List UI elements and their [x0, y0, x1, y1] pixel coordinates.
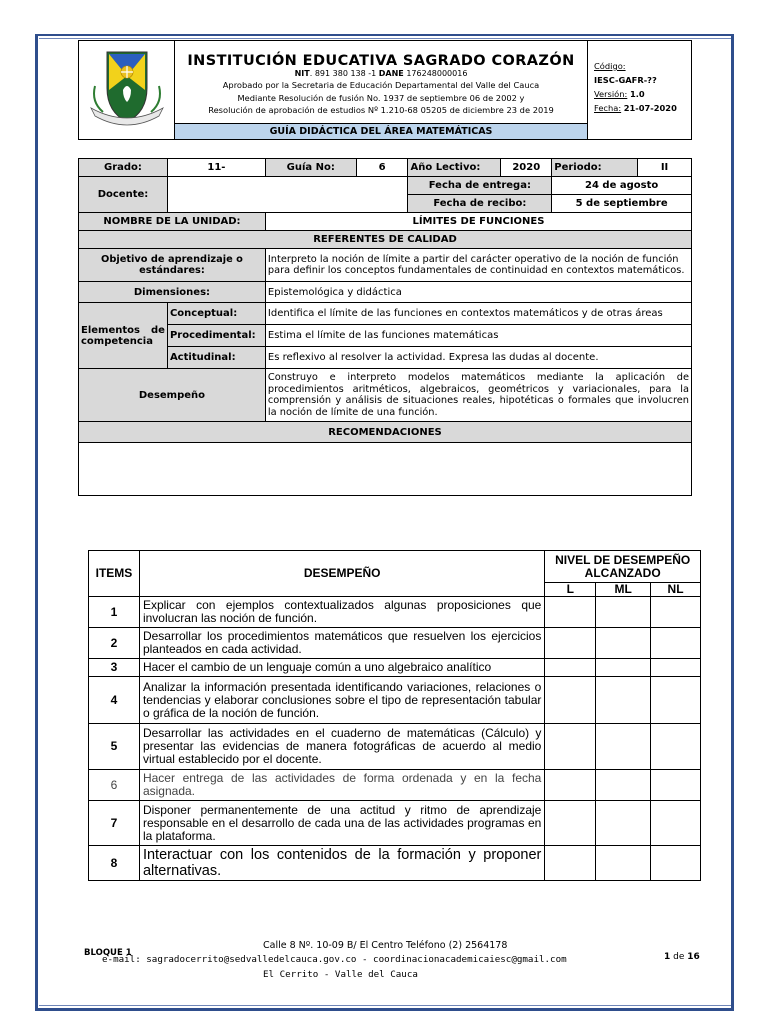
level-nl-header: NL — [651, 583, 701, 597]
ano-label: Año Lectivo: — [408, 159, 501, 177]
item-description: Analizar la información presentada identificando variaciones, relaciones o tendencias y elaborar conclusiones sobre el tipo de representación tabular o gráfica de la noción de función. — [139, 677, 544, 724]
level-l-cell — [545, 628, 596, 659]
level-ml-cell — [596, 770, 651, 801]
recibo-value: 5 de septiembre — [552, 195, 692, 213]
table-row — [89, 846, 701, 881]
table-row — [89, 659, 701, 677]
guia-label: Guía No: — [265, 159, 356, 177]
item-description: Desarrollar las actividades en el cuaderno de matemáticas (Cálculo) y presentar las evidencias de manera fotográficas de acuerdo al medio virtual establecido por el docente. — [139, 724, 544, 770]
level-l-cell — [545, 724, 596, 770]
docente-label: Docente: — [79, 177, 168, 213]
footer-email: e-mail: sagradocerrito@sedvalledelcauca.gov.co - coordinacionacademicaiesc@gmail.com — [102, 954, 567, 965]
page-of: de — [673, 952, 685, 962]
entrega-value: 24 de agosto — [552, 177, 692, 195]
level-l-cell — [545, 801, 596, 846]
document-header — [78, 40, 692, 140]
table-row — [89, 801, 701, 846]
procedimental-value: Estima el límite de las funciones matemáticas — [265, 325, 691, 347]
version-value: 1.0 — [629, 89, 645, 99]
recibo-label: Fecha de recibo: — [408, 195, 552, 213]
dane-value: 176248000016 — [406, 69, 468, 79]
actitudinal-label: Actitudinal: — [167, 347, 265, 369]
item-number: 6 — [89, 770, 140, 801]
periodo-value: II — [638, 159, 692, 177]
item-number: 4 — [89, 677, 140, 724]
grado-label: Grado: — [79, 159, 168, 177]
unidad-label: NOMBRE DE LA UNIDAD: — [79, 213, 266, 231]
page-current: 1 — [664, 952, 671, 962]
dane-label: DANE — [378, 69, 404, 79]
grado-value: 11- — [167, 159, 265, 177]
item-number: 8 — [89, 846, 140, 881]
dimensiones-value: Epistemológica y didáctica — [265, 282, 691, 303]
item-description: Hacer entrega de las actividades de forma ordenada y en la fecha asignada. — [139, 770, 544, 801]
objetivo-value: Interpreto la noción de límite a partir del carácter operativo de la noción de función para definir los conceptos fundamentales de continuidad en contextos matemáticos. — [265, 249, 691, 282]
header-center — [175, 41, 588, 124]
item-number: 3 — [89, 659, 140, 677]
nit-label: NIT — [294, 69, 310, 79]
approval-line-3: Resolución de aprobación de estudios Nº 1.210-68 05205 de diciembre 23 de 2019 — [208, 105, 554, 116]
item-number: 5 — [89, 724, 140, 770]
level-nl-cell — [651, 597, 701, 628]
ano-value: 2020 — [501, 159, 552, 177]
school-crest-logo — [87, 46, 167, 130]
desempeno-label: Desempeño — [79, 369, 266, 422]
nit-line — [175, 69, 587, 79]
docente-value — [167, 177, 408, 213]
actitudinal-value: Es reflexivo al resolver la actividad. Expresa las dudas al docente. — [265, 347, 691, 369]
table-row — [89, 770, 701, 801]
fecha-value: 21-07-2020 — [623, 103, 677, 113]
page-total: 16 — [687, 952, 700, 962]
conceptual-label: Conceptual: — [167, 303, 265, 325]
item-description: Hacer el cambio de un lenguaje común a uno algebraico analítico — [139, 659, 544, 677]
fecha-line — [594, 101, 691, 115]
item-number: 2 — [89, 628, 140, 659]
conceptual-value: Identifica el límite de las funciones en contextos matemáticos y de otras áreas — [265, 303, 691, 325]
level-l-header: L — [545, 583, 596, 597]
table-row — [89, 597, 701, 628]
version-label: Versión: — [594, 89, 628, 99]
recomendaciones-body — [79, 443, 692, 496]
item-description: Explicar con ejemplos contextualizados algunas proposiciones que involucran las noción de función. — [139, 597, 544, 628]
level-nl-cell — [651, 801, 701, 846]
level-l-cell — [545, 597, 596, 628]
desempeno-value: Construyo e interpreto modelos matemáticos mediante la aplicación de procedimientos aritméticos, algebraicos, geométricos y variacionales, para la comprensión y análisis de situaciones reales, hipotéticas o formales que involucren la noción de límite de una función. — [265, 369, 691, 422]
approval-line-2: Mediante Resolución de fusión No. 1937 de septiembre 06 de 2002 y — [237, 92, 525, 103]
desempeno-header: DESEMPEÑO — [139, 551, 544, 597]
guide-info-table — [78, 158, 692, 496]
footer-city: El Cerrito - Valle del Cauca — [263, 969, 418, 980]
dimensiones-label: Dimensiones: — [79, 282, 266, 303]
table-row — [89, 628, 701, 659]
items-evaluation-table — [88, 550, 701, 881]
approval-line-1: Aprobado por la Secretaria de Educación Departamental del Valle del Cauca — [222, 80, 540, 91]
level-nl-cell — [651, 724, 701, 770]
nivel-header: NIVEL DE DESEMPEÑO ALCANZADO — [545, 551, 701, 583]
procedimental-label: Procedimental: — [167, 325, 265, 347]
page-indicator — [664, 952, 700, 962]
referentes-heading: REFERENTES DE CALIDAD — [79, 231, 692, 249]
level-l-cell — [545, 659, 596, 677]
item-description: Disponer permanentemente de una actitud y ritmo de aprendizaje responsable en el desarrollo de cada una de las actividades programas en la plataforma. — [139, 801, 544, 846]
level-ml-cell — [596, 597, 651, 628]
nit-value: . 891 380 138 -1 — [309, 69, 377, 79]
level-l-cell — [545, 677, 596, 724]
guia-value: 6 — [356, 159, 408, 177]
institution-title: INSTITUCIÓN EDUCATIVA SAGRADO CORAZÓN — [187, 53, 575, 70]
level-ml-cell — [596, 724, 651, 770]
version-line — [594, 87, 691, 101]
level-nl-cell — [651, 628, 701, 659]
unidad-value: LÍMITES DE FUNCIONES — [265, 213, 691, 231]
level-l-cell — [545, 770, 596, 801]
level-ml-cell — [596, 628, 651, 659]
footer-bloque: BLOQUE 1 — [84, 948, 132, 958]
item-description: Interactuar con los contenidos de la formación y proponer alternativas. — [139, 846, 544, 881]
level-l-cell — [545, 846, 596, 881]
elementos-label: Elementos de competencia — [79, 303, 168, 369]
logo-cell — [79, 41, 175, 140]
level-ml-cell — [596, 846, 651, 881]
periodo-label: Periodo: — [552, 159, 638, 177]
item-description: Desarrollar los procedimientos matemáticos que resuelven los ejercicios planteados en cada actividad. — [139, 628, 544, 659]
level-ml-cell — [596, 677, 651, 724]
level-ml-header: ML — [596, 583, 651, 597]
item-number: 7 — [89, 801, 140, 846]
table-row — [89, 677, 701, 724]
fecha-label: Fecha: — [594, 103, 622, 113]
entrega-label: Fecha de entrega: — [408, 177, 552, 195]
items-header: ITEMS — [89, 551, 140, 597]
document-code-cell — [588, 41, 692, 140]
guide-title-band: GUÍA DIDÁCTICA DEL ÁREA MATEMÁTICAS — [175, 123, 588, 139]
item-number: 1 — [89, 597, 140, 628]
codigo-value: IESC-GAFR-?? — [594, 75, 657, 85]
level-nl-cell — [651, 846, 701, 881]
footer-address: Calle 8 Nº. 10-09 B/ El Centro Teléfono (2) 2564178 — [263, 940, 508, 951]
level-nl-cell — [651, 659, 701, 677]
level-nl-cell — [651, 770, 701, 801]
level-nl-cell — [651, 677, 701, 724]
objetivo-label: Objetivo de aprendizaje o estándares: — [79, 249, 266, 282]
level-ml-cell — [596, 659, 651, 677]
table-row — [89, 724, 701, 770]
codigo-label: Código: — [594, 61, 626, 71]
recomendaciones-heading: RECOMENDACIONES — [79, 422, 692, 443]
level-ml-cell — [596, 801, 651, 846]
